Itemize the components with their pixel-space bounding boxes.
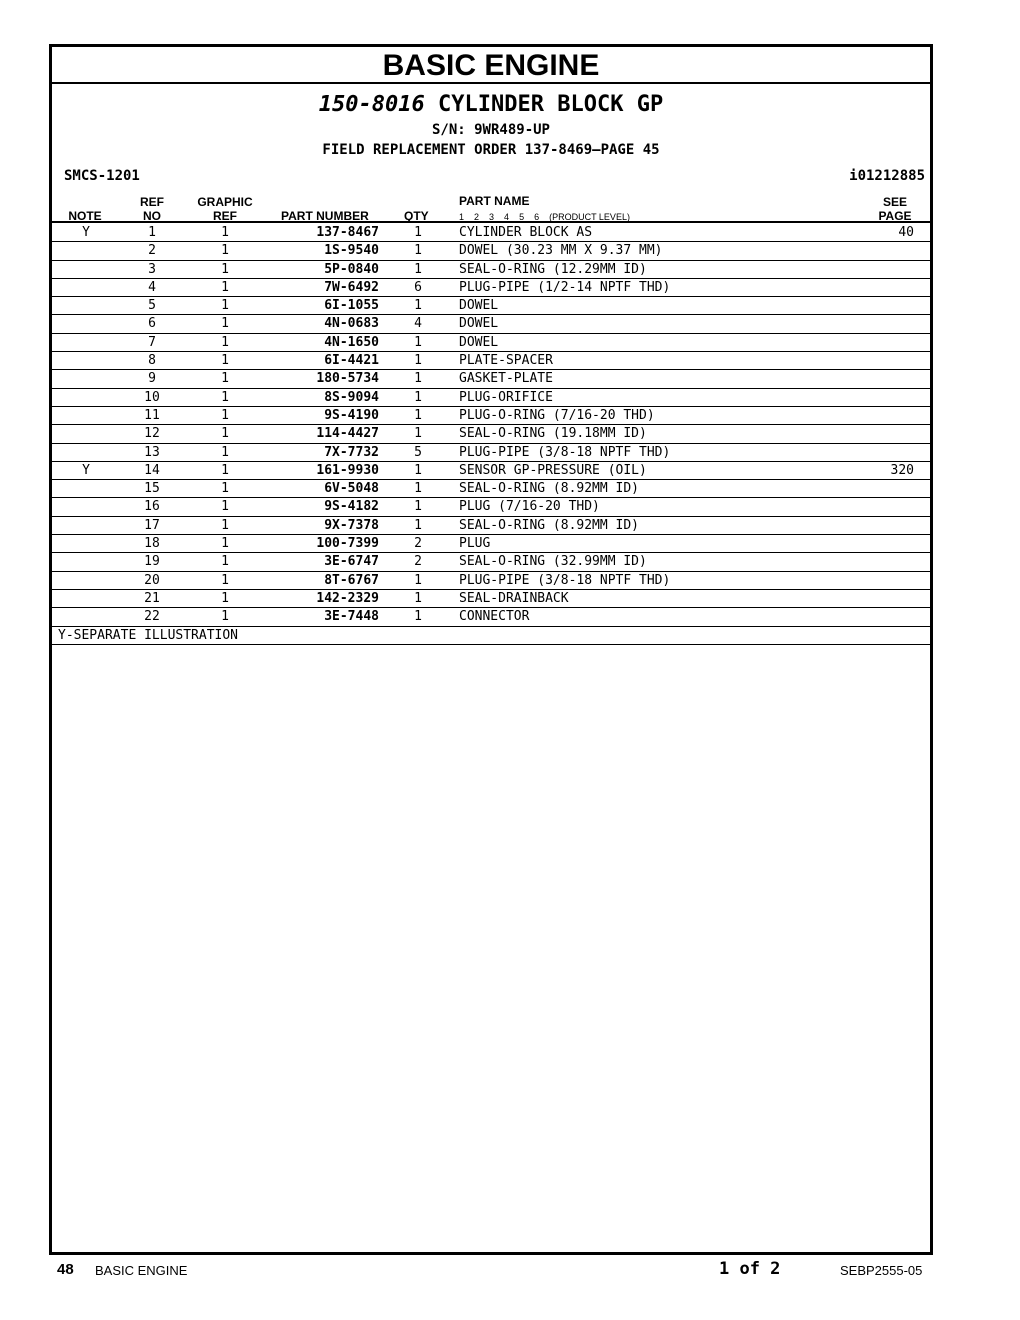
table-row (52, 517, 930, 535)
row-part-name: PLUG-PIPE (3/8-18 NPTF THD) (459, 572, 671, 588)
row-part-number: 8S-9094 (324, 389, 379, 405)
row-graphic-ref: 1 (221, 462, 229, 478)
row-part-number: 4N-0683 (324, 316, 379, 332)
row-part-name: SEAL-O-RING (8.92MM ID) (459, 517, 640, 533)
row-part-name: SEAL-O-RING (8.92MM ID) (459, 481, 640, 497)
table-row (52, 553, 930, 571)
row-ref-no: 22 (144, 609, 160, 625)
parts-list-frame (49, 44, 933, 1255)
row-part-number: 7W-6492 (324, 279, 379, 295)
row-part-name: SEAL-O-RING (32.99MM ID) (459, 554, 647, 570)
row-part-name: DOWEL (459, 298, 499, 314)
row-ref-no: 11 (144, 407, 160, 423)
row-qty: 1 (414, 572, 422, 588)
row-qty: 1 (414, 590, 422, 606)
table-row (52, 590, 930, 608)
row-part-number: 3E-6747 (324, 554, 379, 570)
row-qty: 1 (414, 389, 422, 405)
row-part-number: 3E-7448 (324, 609, 379, 625)
row-qty: 1 (414, 481, 422, 497)
product-level-5: 5 (519, 212, 525, 222)
table-row (52, 224, 930, 242)
row-qty: 6 (414, 279, 422, 295)
row-note: Y (82, 225, 90, 240)
row-part-number: 8T-6767 (324, 572, 379, 588)
row-part-name: SEAL-O-RING (19.18MM ID) (459, 426, 647, 442)
row-part-number: 6V-5048 (324, 481, 379, 497)
row-qty: 1 (414, 499, 422, 515)
table-row (52, 572, 930, 590)
row-graphic-ref: 1 (221, 298, 229, 314)
row-ref-no: 5 (148, 298, 156, 314)
col-graphic-top: GRAPHIC (197, 195, 253, 209)
row-part-number: 161-9930 (316, 462, 379, 478)
illustration-id: i01212885 (849, 168, 925, 184)
row-part-name: CYLINDER BLOCK AS (459, 225, 593, 240)
document-number: SEBP2555-05 (840, 1263, 923, 1278)
row-graphic-ref: 1 (221, 225, 229, 240)
row-ref-no: 15 (144, 481, 160, 497)
row-ref-no: 14 (144, 462, 160, 478)
row-graphic-ref: 1 (221, 426, 229, 442)
row-part-name: SENSOR GP-PRESSURE (OIL) (459, 462, 647, 478)
row-qty: 1 (414, 225, 422, 240)
footer-section: BASIC ENGINE (95, 1263, 188, 1278)
table-row (52, 425, 930, 443)
row-ref-no: 2 (148, 243, 156, 259)
row-part-number: 9S-4182 (324, 499, 379, 515)
row-qty: 1 (414, 462, 422, 478)
col-see-top: SEE (882, 195, 907, 209)
parts-table (52, 224, 930, 645)
col-ref-bottom: NO (143, 209, 161, 223)
row-part-number: 6I-1055 (324, 298, 379, 314)
row-part-name: GASKET-PLATE (459, 371, 553, 387)
product-level-2: 2 (474, 212, 480, 222)
table-row (52, 462, 930, 480)
table-row (52, 498, 930, 516)
col-ref-top: REF (140, 195, 164, 209)
table-row (52, 407, 930, 425)
row-graphic-ref: 1 (221, 353, 229, 369)
row-note: Y (82, 462, 90, 478)
row-qty: 1 (414, 261, 422, 277)
row-ref-no: 4 (148, 279, 156, 295)
row-ref-no: 10 (144, 389, 160, 405)
row-qty: 1 (414, 609, 422, 625)
row-ref-no: 7 (148, 334, 156, 350)
row-graphic-ref: 1 (221, 572, 229, 588)
row-qty: 1 (414, 243, 422, 259)
row-part-number: 1S-9540 (324, 243, 379, 259)
table-row (52, 242, 930, 260)
row-ref-no: 1 (148, 225, 156, 240)
table-row (52, 370, 930, 388)
col-part-name: PART NAME (459, 194, 530, 208)
row-part-number: 137-8467 (316, 225, 379, 240)
row-qty: 1 (414, 426, 422, 442)
table-row (52, 315, 930, 333)
row-ref-no: 9 (148, 371, 156, 387)
col-graphic-bottom: REF (213, 209, 237, 223)
row-ref-no: 3 (148, 261, 156, 277)
row-qty: 5 (414, 444, 422, 460)
row-qty: 1 (414, 334, 422, 350)
row-part-number: 9X-7378 (324, 517, 379, 533)
row-graphic-ref: 1 (221, 243, 229, 259)
serial-number: S/N: 9WR489-UP (431, 122, 550, 138)
row-part-number: 100-7399 (316, 536, 379, 552)
row-qty: 1 (414, 371, 422, 387)
row-graphic-ref: 1 (221, 536, 229, 552)
row-graphic-ref: 1 (221, 444, 229, 460)
table-row (52, 535, 930, 553)
row-ref-no: 19 (144, 554, 160, 570)
row-part-number: 5P-0840 (324, 261, 379, 277)
table-row (52, 352, 930, 370)
table-row (52, 297, 930, 315)
row-graphic-ref: 1 (221, 389, 229, 405)
group-title (52, 91, 930, 119)
row-part-name: DOWEL (459, 334, 499, 350)
row-graphic-ref: 1 (221, 279, 229, 295)
col-see-bottom: PAGE (878, 209, 912, 223)
row-part-name: PLATE-SPACER (459, 353, 553, 369)
row-graphic-ref: 1 (221, 554, 229, 570)
row-part-number: 142-2329 (316, 590, 379, 606)
product-level-1: 1 (459, 212, 465, 222)
table-row (52, 279, 930, 297)
row-ref-no: 20 (144, 572, 160, 588)
row-ref-no: 21 (144, 590, 160, 606)
col-note: NOTE (68, 209, 102, 223)
row-graphic-ref: 1 (221, 334, 229, 350)
table-row (52, 261, 930, 279)
row-qty: 4 (414, 316, 422, 332)
col-qty: QTY (404, 209, 429, 223)
row-part-name: DOWEL (30.23 MM X 9.37 MM) (459, 243, 663, 259)
row-part-name: PLUG-ORIFICE (459, 389, 553, 405)
row-ref-no: 13 (144, 444, 160, 460)
row-ref-no: 17 (144, 517, 160, 533)
smcs-code: SMCS-1201 (64, 168, 140, 184)
product-level-label: (PRODUCT LEVEL) (549, 212, 630, 222)
product-level-6: 6 (534, 212, 540, 222)
row-qty: 1 (414, 298, 422, 314)
row-ref-no: 16 (144, 499, 160, 515)
header-rule (52, 221, 930, 223)
row-ref-no: 12 (144, 426, 160, 442)
product-level-3: 3 (489, 212, 495, 222)
row-graphic-ref: 1 (221, 517, 229, 533)
row-part-name: PLUG-O-RING (7/16-20 THD) (459, 407, 655, 423)
row-see-page: 40 (898, 225, 914, 240)
row-qty: 2 (414, 536, 422, 552)
table-row (52, 444, 930, 462)
row-part-number: 9S-4190 (324, 407, 379, 423)
row-graphic-ref: 1 (221, 590, 229, 606)
row-graphic-ref: 1 (221, 371, 229, 387)
row-part-number: 180-5734 (316, 371, 379, 387)
row-part-name: SEAL-O-RING (12.29MM ID) (459, 261, 647, 277)
row-part-number: 4N-1650 (324, 334, 379, 350)
row-qty: 1 (414, 407, 422, 423)
table-row (52, 334, 930, 352)
row-part-name: DOWEL (459, 316, 499, 332)
row-graphic-ref: 1 (221, 499, 229, 515)
product-level-4: 4 (504, 212, 510, 222)
group-part-number: 150-8016 (318, 92, 425, 117)
table-row (52, 389, 930, 407)
row-part-name: SEAL-DRAINBACK (459, 590, 569, 606)
row-qty: 2 (414, 554, 422, 570)
col-part-number: PART NUMBER (281, 209, 369, 223)
table-row (52, 480, 930, 498)
row-part-number: 6I-4421 (324, 353, 379, 369)
row-ref-no: 18 (144, 536, 160, 552)
field-replacement-order: FIELD REPLACEMENT ORDER 137-8469—PAGE 45 (322, 142, 660, 158)
row-part-number: 7X-7732 (324, 444, 379, 460)
row-ref-no: 6 (148, 316, 156, 332)
page-number: 48 (57, 1261, 74, 1278)
row-part-name: PLUG (7/16-20 THD) (459, 499, 600, 515)
row-part-name: PLUG-PIPE (3/8-18 NPTF THD) (459, 444, 671, 460)
row-graphic-ref: 1 (221, 316, 229, 332)
row-part-name: PLUG-PIPE (1/2-14 NPTF THD) (459, 279, 671, 295)
table-row (52, 608, 930, 626)
page-footer (0, 1256, 1020, 1286)
row-qty: 1 (414, 353, 422, 369)
row-see-page: 320 (890, 462, 914, 478)
row-part-number: 114-4427 (316, 426, 379, 442)
row-part-name: PLUG (459, 536, 491, 552)
row-graphic-ref: 1 (221, 261, 229, 277)
section-title: BASIC ENGINE (52, 47, 930, 84)
sheet-indicator: 1 of 2 (719, 1259, 781, 1279)
group-name: CYLINDER BLOCK GP (438, 92, 664, 117)
legend-note: Y-SEPARATE ILLUSTRATION (52, 627, 930, 645)
row-graphic-ref: 1 (221, 481, 229, 497)
row-graphic-ref: 1 (221, 407, 229, 423)
row-graphic-ref: 1 (221, 609, 229, 625)
row-part-name: CONNECTOR (459, 609, 530, 625)
row-qty: 1 (414, 517, 422, 533)
row-ref-no: 8 (148, 353, 156, 369)
